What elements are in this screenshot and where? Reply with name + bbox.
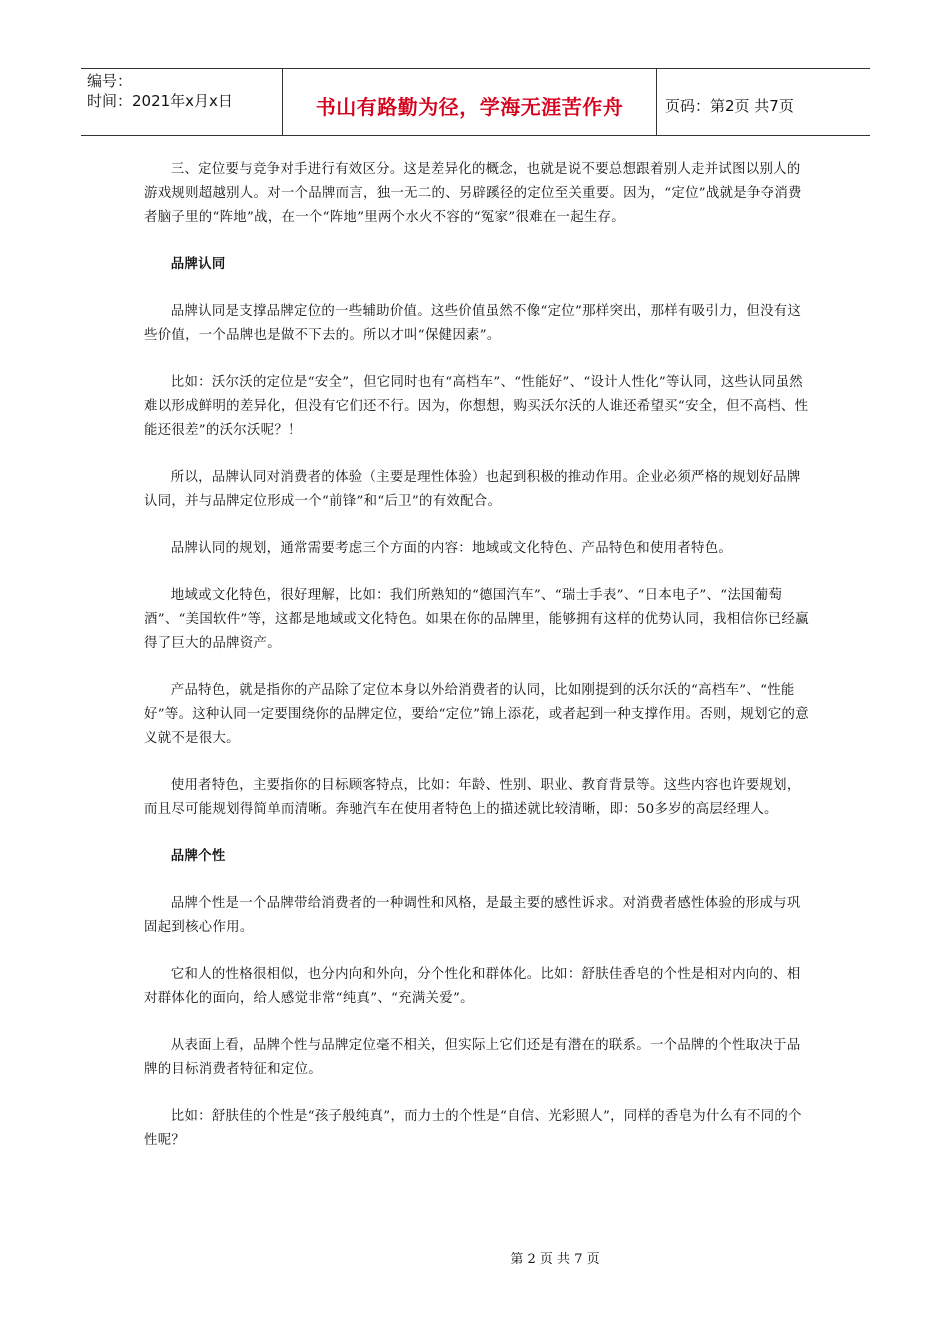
body-paragraph: 所以，品牌认同对消费者的体验（主要是理性体验）也起到积极的推动作用。企业必须严格的规划好品牌认同，并与品牌定位形成一个“前锋”和“后卫”的有效配合。: [144, 470, 801, 509]
header-page-code-cell: [657, 69, 870, 135]
page-code: 页码：第2页 共7页: [665, 96, 794, 115]
body-paragraph: 产品特色，就是指你的产品除了定位本身以外给消费者的认同，比如刚提到的沃尔沃的“高档车”、“性能好”等。这种认同一定要围绕你的品牌定位，要给“定位”锦上添花，或者起到一种支撑作用。否则，规划它的意义就不是很大。: [144, 683, 809, 746]
body-paragraph: 比如：沃尔沃的定位是“安全”，但它同时也有“高档车”、“性能好”、“设计人性化”等认同，这些认同虽然难以形成鲜明的差异化，但没有它们还不行。因为，你想想，购买沃尔沃的人谁还希望买“安全，但不高档、性能还很差”的沃尔沃呢？！: [144, 375, 809, 438]
section-heading: 品牌个性: [170, 849, 226, 864]
document-body: [144, 158, 812, 1176]
header-motto-cell: [283, 69, 657, 135]
number-label: 编号：: [87, 72, 133, 90]
body-paragraph: 品牌认同的规划，通常需要考虑三个方面的内容：地域或文化特色、产品特色和使用者特色。: [170, 541, 733, 556]
date-label: 时间：2021年x月x日: [87, 92, 233, 110]
header-meta: [81, 69, 283, 135]
document-header: [81, 68, 870, 136]
body-paragraph: 品牌认同是支撑品牌定位的一些辅助价值。这些价值虽然不像“定位”那样突出，那样有吸引力，但没有这些价值，一个品牌也是做不下去的。所以才叫“保健因素”。: [144, 304, 802, 343]
section-heading: 品牌认同: [170, 257, 226, 272]
motto-text: 书山有路勤为径，学海无涯苦作舟: [315, 94, 624, 119]
footer-page-number: 第 2 页 共 7 页: [510, 1252, 600, 1267]
body-paragraph: 从表面上看，品牌个性与品牌定位毫不相关，但实际上它们还是有潜在的联系。一个品牌的个性取决于品牌的目标消费者特征和定位。: [144, 1038, 801, 1077]
body-paragraph: 品牌个性是一个品牌带给消费者的一种调性和风格，是最主要的感性诉求。对消费者感性体验的形成与巩固起到核心作用。: [144, 896, 801, 935]
page-footer: [0, 1248, 950, 1267]
body-paragraph: 三、定位要与竞争对手进行有效区分。这是差异化的概念，也就是说不要总想跟着别人走并试图以别人的游戏规则超越别人。对一个品牌而言，独一无二的、另辟蹊径的定位至关重要。因为，“定位”战就是争夺消费者脑子里的“阵地”战，在一个“阵地”里两个水火不容的“冤家”很难在一起生存。: [144, 162, 802, 225]
body-paragraph: 比如：舒肤佳的个性是“孩子般纯真”，而力士的个性是“自信、光彩照人”，同样的香皂为什么有不同的个性呢？: [144, 1109, 802, 1148]
body-paragraph: 地域或文化特色，很好理解，比如：我们所熟知的“德国汽车”、“瑞士手表”、“日本电子”、“法国葡萄酒”、“美国软件”等，这都是地域或文化特色。如果在你的品牌里，能够拥有这样的优势认同，我相信你已经赢得了巨大的品牌资产。: [144, 588, 809, 651]
body-paragraph: 使用者特色，主要指你的目标顾客特点，比如：年龄、性别、职业、教育背景等。这些内容也许要规划，而且尽可能规划得简单而清晰。奔驰汽车在使用者特色上的描述就比较清晰，即：50多岁的高层经理人。: [144, 778, 801, 817]
body-paragraph: 它和人的性格很相似，也分内向和外向，分个性化和群体化。比如：舒肤佳香皂的个性是相对内向的、相对群体化的面向，给人感觉非常“纯真”、“充满关爱”。: [144, 967, 801, 1006]
